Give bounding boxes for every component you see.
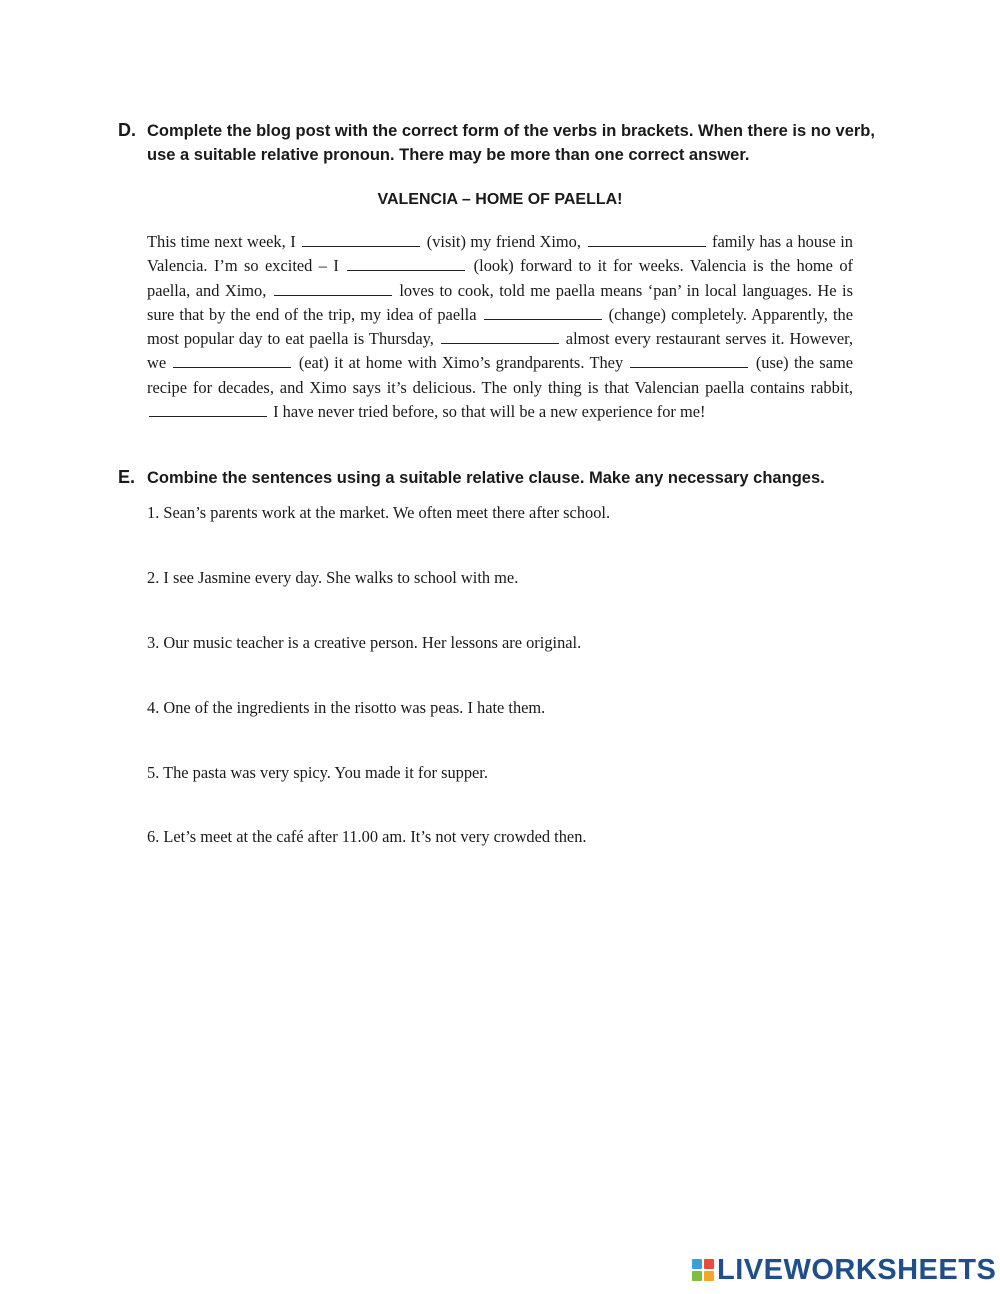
passage-text: almost every restaurant serves it. However, we — [147, 329, 853, 373]
answer-blank[interactable] — [149, 403, 267, 417]
answer-blank[interactable] — [274, 282, 392, 296]
liveworksheets-logo — [692, 1253, 996, 1287]
exercise-sentence-5: 5. The pasta was very spicy. You made it for supper. — [147, 763, 488, 782]
exercise-sentence-4: 4. One of the ingredients in the risotto was peas. I hate them. — [147, 698, 546, 717]
section-d-letter: D. — [118, 120, 136, 140]
logo-block — [704, 1259, 714, 1269]
exercise-sentence-1: 1. Sean’s parents work at the market. We often meet there after school. — [147, 503, 611, 522]
passage-text: (visit) my friend Ximo, — [422, 232, 586, 251]
passage-text: loves to cook, told me paella means ‘pan’ in local languages. He is sure that by the end of the trip, my idea of paella — [147, 280, 853, 324]
logo-block — [692, 1259, 702, 1269]
logo-block — [704, 1271, 714, 1281]
passage-text: (use) the same recipe for decades, and Ximo says it’s delicious. The only thing is that Valencian paella contains rabbit, — [147, 353, 853, 397]
exercise-sentence-6: 6. Let’s meet at the café after 11.00 am. It’s not very crowded then. — [147, 827, 587, 846]
blog-passage — [147, 230, 853, 424]
answer-blank[interactable] — [347, 257, 465, 271]
logo-block — [692, 1271, 702, 1281]
passage-text: (eat) it at home with Ximo’s grandparents. They — [293, 353, 629, 373]
passage-title: VALENCIA – HOME OF PAELLA! — [377, 191, 623, 208]
logo-blocks-icon — [692, 1259, 714, 1281]
section-d-instruction: Complete the blog post with the correct form of the verbs in brackets. When there is no verb, use a suitable relative pronoun. There may be more than one correct answer. — [147, 122, 875, 164]
answer-blank[interactable] — [484, 306, 602, 320]
logo-text: LIVEWORKSHEETS — [717, 1253, 997, 1286]
passage-text: (look) forward to it for weeks. Valencia is the home of paella, and Ximo, — [147, 256, 853, 300]
exercise-sentence-2: 2. I see Jasmine every day. She walks to school with me. — [147, 568, 519, 587]
section-e-letter: E. — [118, 467, 136, 487]
section-e-instruction: Combine the sentences using a suitable relative clause. Make any necessary changes. — [147, 469, 825, 487]
answer-blank[interactable] — [302, 233, 420, 247]
answer-blank[interactable] — [441, 330, 559, 344]
passage-text: (change) completely. Apparently, the most popular day to eat paella is Thursday, — [147, 304, 853, 349]
answer-blank[interactable] — [588, 233, 706, 247]
answer-blank[interactable] — [630, 354, 748, 368]
passage-text: I have never tried before, so that will be a new experience for me! — [269, 402, 706, 422]
answer-blank[interactable] — [173, 354, 291, 368]
passage-text: This time next week, I — [147, 232, 301, 251]
passage-text: family has a house in Valencia. I’m so excited – I — [147, 232, 853, 276]
exercise-sentence-3: 3. Our music teacher is a creative person. Her lessons are original. — [147, 633, 582, 652]
